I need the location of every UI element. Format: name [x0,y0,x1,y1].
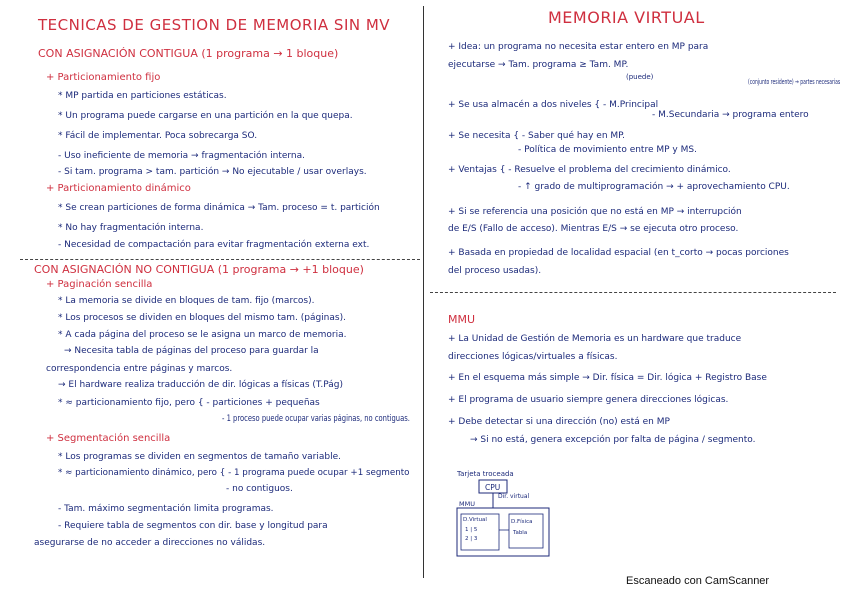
left-line-22: * Los programas se dividen en segmentos de tamaño variable. [58,452,342,462]
right-line-2: (puede) [626,73,654,81]
virtual-dir-label: Dir. virtual [498,493,530,500]
left-line-0: CON ASIGNACIÓN CONTIGUA (1 programa → 1 bloque) [38,47,339,60]
mmu-label: MMU [459,500,475,508]
left-line-4: * Fácil de implementar. Poca sobrecarga SO. [58,131,258,141]
left-line-20: - 1 proceso puede ocupar varias páginas, no contiguas. [222,414,410,424]
right-line-0: + Idea: un programa no necesita estar entero en MP para [448,42,709,52]
left-line-9: * No hay fragmentación interna. [58,223,204,233]
right-line-19: + Debe detectar si una dirección (no) está en MP [448,417,670,427]
right-line-7: - Política de movimiento entre MP y MS. [518,145,697,155]
left-line-25: - Tam. máximo segmentación limita programas. [58,504,274,514]
virtual-table-row-2: 2 | 3 [465,536,478,542]
left-line-2: * MP partida en particiones estáticas. [58,91,227,101]
left-line-15: * A cada página del proceso se le asigna un marco de memoria. [58,330,347,340]
mmu-diagram [455,468,555,560]
right-section-divider [430,292,836,293]
left-line-11: CON ASIGNACIÓN NO CONTIGUA (1 programa → +1 bloque) [34,263,364,276]
cpu-label: CPU [485,483,501,492]
left-line-18: → El hardware realiza traducción de dir. lógicas a físicas (T.Pág) [58,380,343,390]
left-line-10: - Necesidad de compactación para evitar fragmentación externa ext. [58,240,370,250]
left-title: TECNICAS DE GESTION DE MEMORIA SIN MV [38,16,391,34]
right-line-1: ejecutarse → Tam. programa ≥ Tam. MP. [448,60,629,70]
right-line-6: + Se necesita { - Saber qué hay en MP. [448,131,626,141]
virtual-table-head: D.Virtual [463,517,487,523]
left-line-23: * ≈ particionamiento dinámico, pero { - 1 programa puede ocupar +1 segmento [58,468,410,478]
left-line-19: * ≈ particionamiento fijo, pero { - particiones + pequeñas [58,398,320,408]
right-line-20: → Si no está, genera excepción por falta de página / segmento. [470,435,756,445]
right-line-13: del proceso usadas). [448,266,542,276]
left-line-17: correspondencia entre páginas y marcos. [46,364,233,374]
diagram-caption: Tarjeta troceada [457,470,514,478]
left-line-27: asegurarse de no acceder a direcciones no válidas. [34,538,266,548]
left-line-3: * Un programa puede cargarse en una partición en la que quepa. [58,111,353,121]
column-divider [423,6,424,578]
right-line-5: - M.Secundaria → programa entero [652,110,809,120]
left-line-13: * La memoria se divide en bloques de tam. fijo (marcos). [58,296,315,306]
left-section-divider [20,259,420,260]
right-line-3: (conjunto residente) → partes necesarias [748,78,841,86]
left-line-5: - Uso ineficiente de memoria → fragmentación interna. [58,151,306,161]
right-line-9: - ↑ grado de multiprogramación → + aprovechamiento CPU. [518,182,790,192]
right-line-4: + Se usa almacén a dos niveles { - M.Principal [448,100,659,110]
left-line-21: + Segmentación sencilla [46,433,171,444]
left-line-24: - no contiguos. [226,484,293,494]
left-line-14: * Los procesos se dividen en bloques del mismo tam. (páginas). [58,313,346,323]
right-line-11: de E/S (Fallo de acceso). Mientras E/S → se ejecuta otro proceso. [448,224,739,234]
scanner-watermark: Escaneado con CamScanner [626,575,770,587]
right-line-17: + En el esquema más simple → Dir. física = Dir. lógica + Registro Base [448,373,767,383]
right-title: MEMORIA VIRTUAL [548,8,705,27]
physical-table-head: D.Física [511,519,533,525]
right-line-10: + Si se referencia una posición que no está en MP → interrupción [448,207,742,217]
physical-table-label: Tabla [513,530,528,536]
right-line-8: + Ventajas { - Resuelve el problema del crecimiento dinámico. [448,165,731,175]
left-line-1: + Particionamiento fijo [46,72,161,83]
virtual-table-row-1: 1 | 5 [465,527,478,533]
right-line-15: + La Unidad de Gestión de Memoria es un hardware que traduce [448,334,742,344]
left-line-6: - Si tam. programa > tam. partición → No ejecutable / usar overlays. [58,167,367,177]
left-line-12: + Paginación sencilla [46,279,153,290]
right-line-14: MMU [448,313,476,326]
left-line-26: - Requiere tabla de segmentos con dir. base y longitud para [58,521,328,531]
left-line-8: * Se crean particiones de forma dinámica → Tam. proceso = t. partición [58,203,380,213]
right-line-16: direcciones lógicas/virtuales a físicas. [448,352,618,362]
right-line-12: + Basada en propiedad de localidad espacial (en t_corto → pocas porciones [448,248,789,258]
left-line-7: + Particionamiento dinámico [46,183,191,194]
right-line-18: + El programa de usuario siempre genera direcciones lógicas. [448,395,729,405]
left-line-16: → Necesita tabla de páginas del proceso para guardar la [64,346,319,356]
